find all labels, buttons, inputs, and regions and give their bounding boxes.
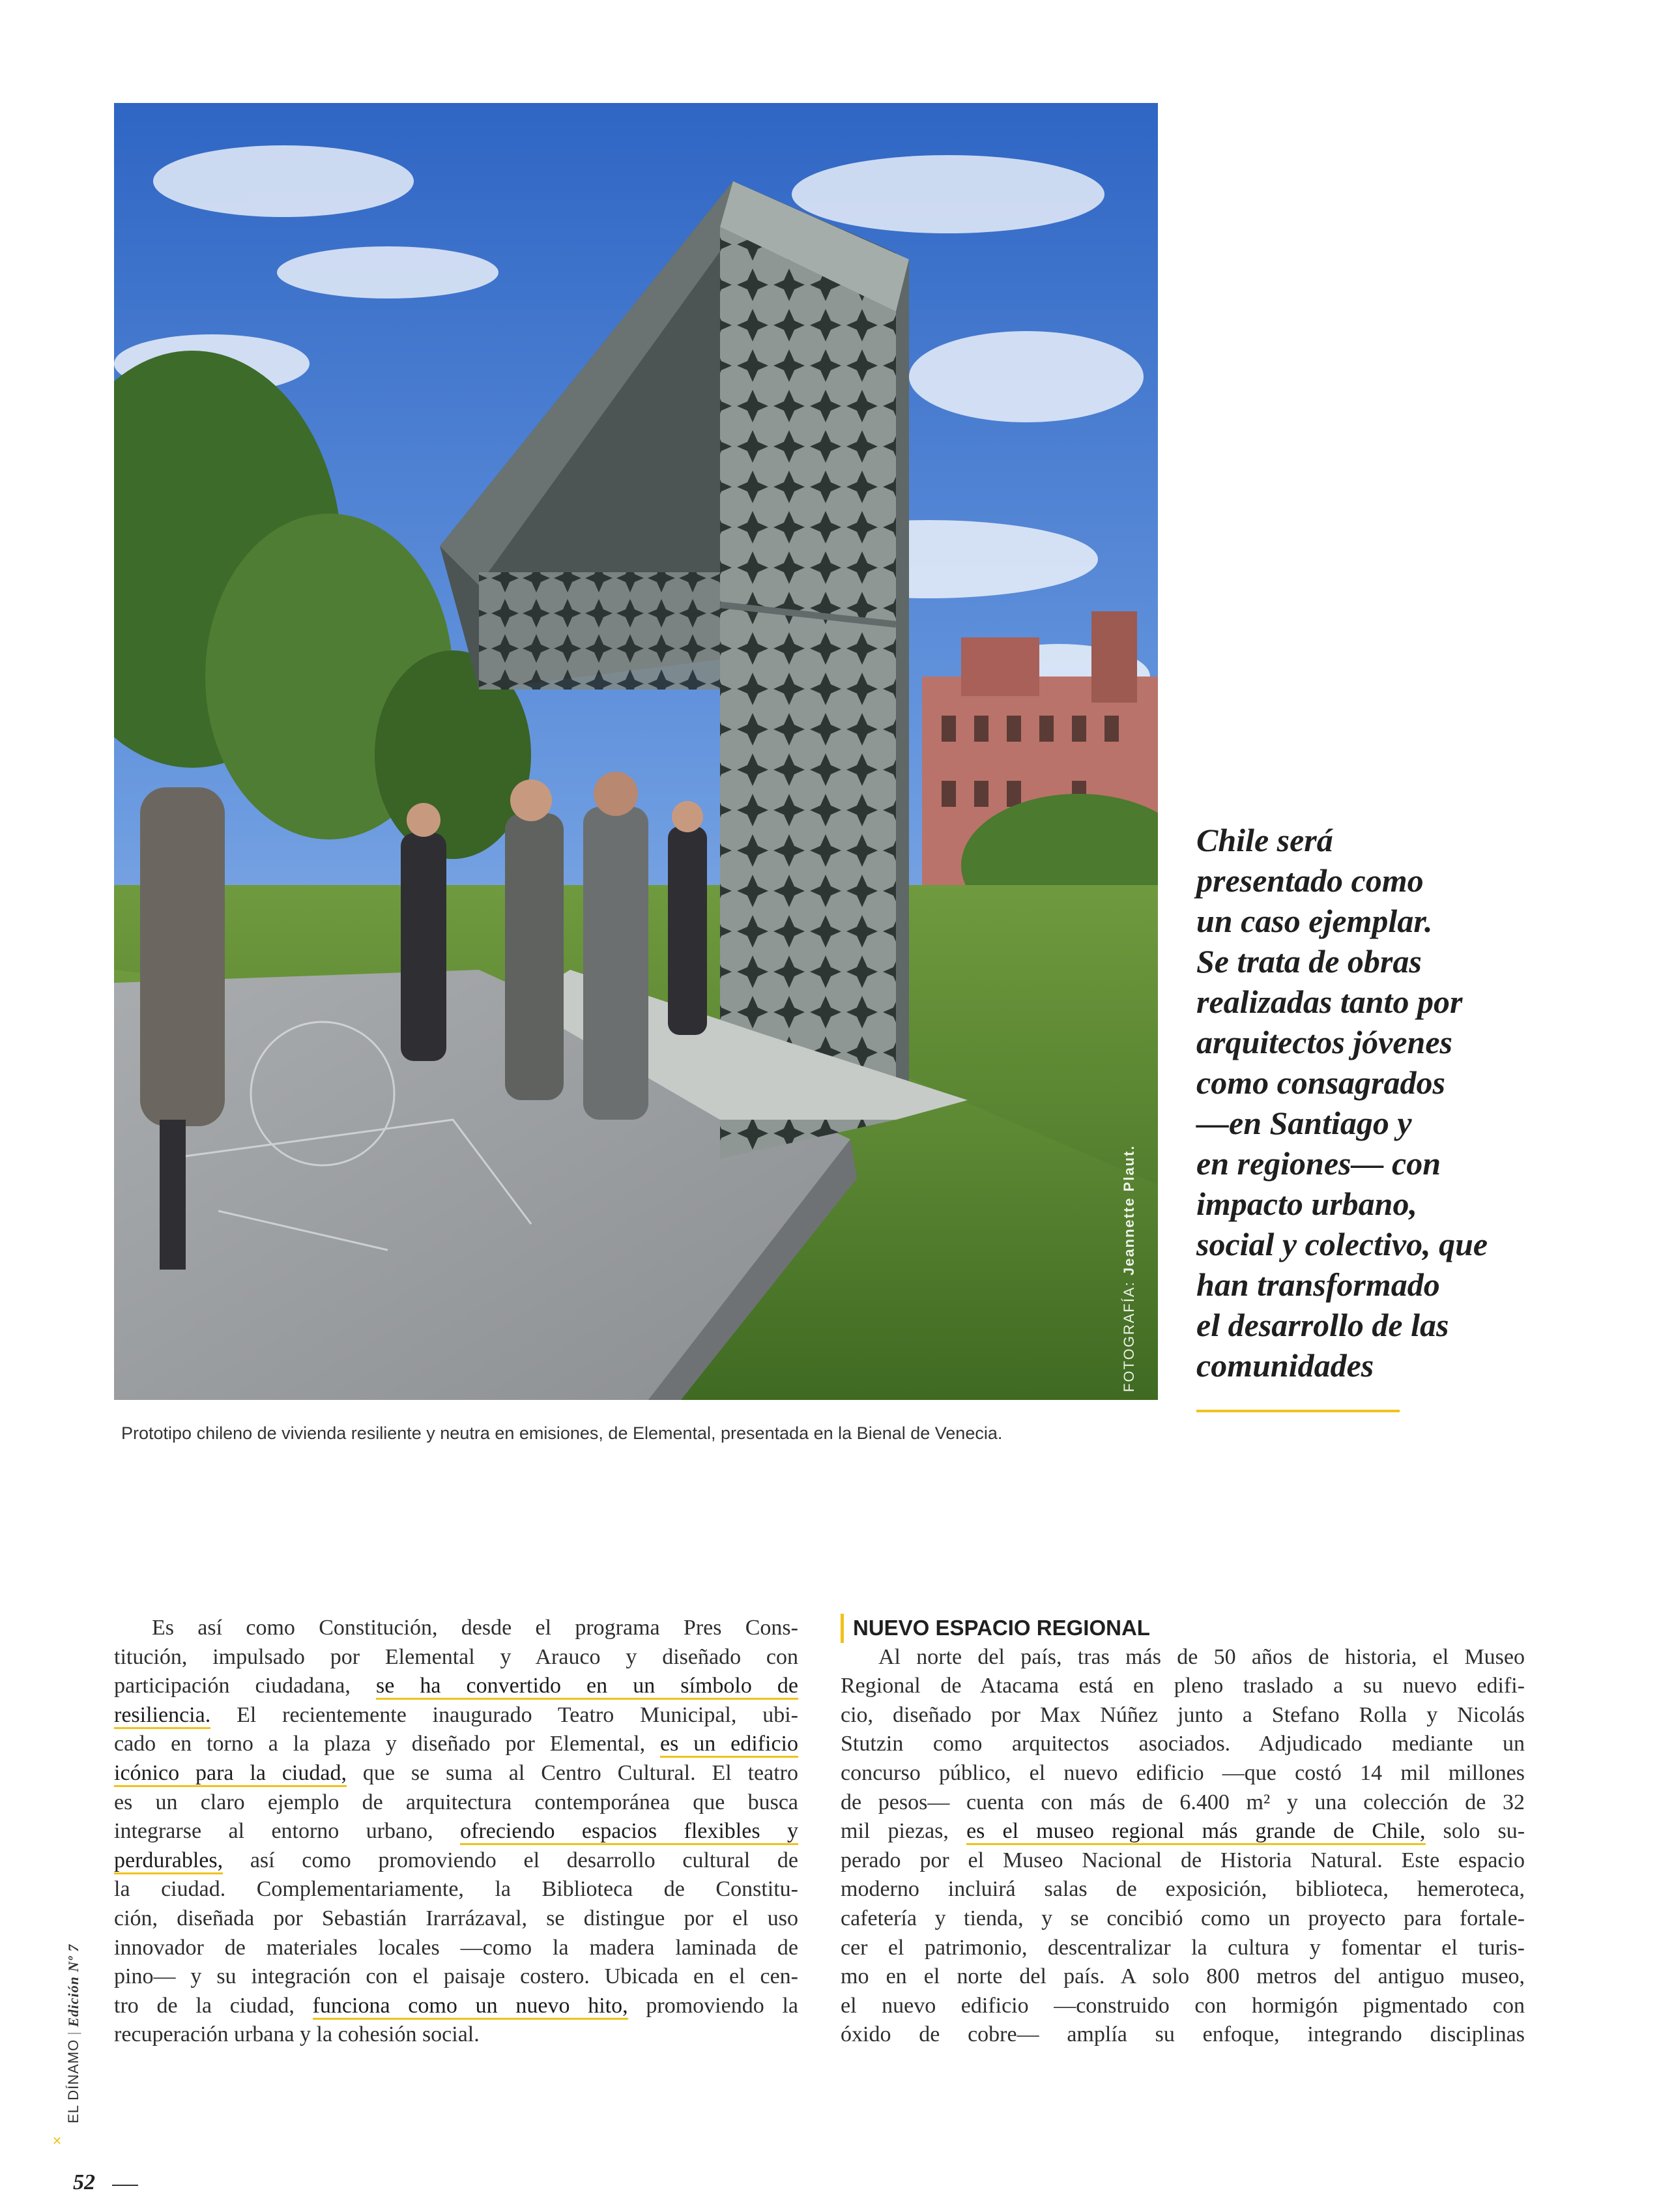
body-line: resiliencia. El recientemente inaugurado Teatro Municipal, ubi- <box>114 1701 798 1730</box>
photo-caption: Prototipo chileno de vivienda resiliente y neutra en emisiones, de Elemental, presentada en la Bienal de Venecia. <box>121 1423 1003 1443</box>
body-line: cado en torno a la plaza y diseñado por Elemental, es un edificio <box>114 1730 798 1759</box>
pull-quote <box>1196 820 1535 1386</box>
magazine-folio <box>65 1944 82 2123</box>
body-line: Regional de Atacama está en pleno traslado a su nuevo edifi- <box>841 1674 1525 1698</box>
page-number: 52 <box>73 2170 95 2194</box>
body-line: titución, impulsado por Elemental y Arauco y diseñado con <box>114 1644 798 1669</box>
pull-quote-line: impacto urbano, <box>1196 1186 1417 1222</box>
body-line: innovador de materiales locales —como la madera laminada de <box>114 1935 798 1960</box>
folio-separator: | <box>65 2031 81 2035</box>
pull-quote-line: han transformado <box>1196 1266 1440 1303</box>
highlighted-phrase: funciona como un nuevo hito, <box>313 1994 628 2020</box>
body-line: tro de la ciudad, funciona como un nuevo hito, promoviendo la <box>114 1992 798 2021</box>
pull-quote-line: un caso ejemplar. <box>1196 903 1433 939</box>
photo-credit: FOTOGRAFÍA: Jeannette Plaut. <box>1121 1144 1137 1392</box>
pull-quote-line: en regiones— con <box>1196 1145 1441 1182</box>
pull-quote-line: como consagrados <box>1196 1064 1445 1101</box>
body-line: perdurables, así como promoviendo el desarrollo cultural de <box>114 1846 798 1876</box>
body-line: moderno incluirá salas de exposición, biblioteca, hemeroteca, <box>841 1877 1525 1902</box>
pull-quote-line: Chile será <box>1196 822 1333 858</box>
edition-label: Edición Nº 7 <box>65 1943 81 2028</box>
page-number-dash <box>112 2185 138 2186</box>
body-line: el nuevo edificio —construido con hormigón pigmentado con <box>841 1993 1525 2018</box>
body-line: cer el patrimonio, descentralizar la cultura y fomentar el turis- <box>841 1935 1525 1960</box>
body-line: Es así como Constitución, desde el programa Pres Cons- <box>152 1616 798 1640</box>
pull-quote-underline <box>1196 1410 1400 1412</box>
left-text-column <box>114 1614 798 2050</box>
right-text-column <box>841 1614 1525 2050</box>
body-line: la ciudad. Complementariamente, la Biblioteca de Constitu- <box>114 1877 798 1902</box>
pull-quote-line: el desarrollo de las <box>1196 1307 1449 1343</box>
body-line: cafetería y tienda, y se concibió como un proyecto para fortale- <box>841 1906 1525 1930</box>
pull-quote-line: Se trata de obras <box>1196 943 1422 980</box>
body-line: mo en el norte del país. A solo 800 metros del antiguo museo, <box>841 1964 1525 1989</box>
section-subheading: NUEVO ESPACIO REGIONAL <box>841 1614 1525 1643</box>
magazine-name: EL DÍNAMO <box>65 2039 81 2123</box>
highlighted-phrase: resiliencia. <box>114 1703 210 1729</box>
body-line: recuperación urbana y la cohesión social. <box>114 2022 480 2047</box>
body-line: cio, diseñado por Max Núñez junto a Stefano Rolla y Nicolás <box>841 1702 1525 1727</box>
body-line: de pesos— cuenta con más de 6.400 m² y una colección de 32 <box>841 1790 1525 1814</box>
highlighted-phrase: es un edificio <box>660 1732 798 1758</box>
highlighted-phrase: se ha convertido en un símbolo de <box>376 1674 798 1700</box>
pull-quote-line: comunidades <box>1196 1347 1374 1384</box>
highlighted-phrase: perdurables, <box>114 1848 223 1874</box>
highlighted-phrase: ofreciendo espacios flexibles y <box>460 1819 798 1845</box>
accent-dot-icon: ✕ <box>52 2134 63 2148</box>
pull-quote-line: social y colectivo, que <box>1196 1226 1488 1262</box>
body-line: Al norte del país, tras más de 50 años de historia, el Museo <box>878 1644 1525 1669</box>
pull-quote-line: realizadas tanto por <box>1196 983 1463 1020</box>
body-line: ción, diseñada por Sebastián Irarrázaval, se distingue por el uso <box>114 1906 798 1930</box>
pull-quote-line: arquitectos jóvenes <box>1196 1024 1453 1060</box>
pull-quote-line: —en Santiago y <box>1196 1105 1412 1141</box>
body-line: icónico para la ciudad, que se suma al Centro Cultural. El teatro <box>114 1759 798 1788</box>
pull-quote-line: presentado como <box>1196 862 1424 899</box>
article-photo <box>114 103 1158 1400</box>
body-line: Stutzin como arquitectos asociados. Adjudicado mediante un <box>841 1732 1525 1756</box>
body-line: integrarse al entorno urbano, ofreciendo espacios flexibles y <box>114 1817 798 1846</box>
body-line: participación ciudadana, se ha convertido en un símbolo de <box>114 1672 798 1701</box>
body-line: es un claro ejemplo de arquitectura contemporánea que busca <box>114 1790 798 1814</box>
body-line: perado por el Museo Nacional de Historia Natural. Este espacio <box>841 1848 1525 1872</box>
body-line: mil piezas, es el museo regional más grande de Chile, solo su- <box>841 1817 1525 1846</box>
body-line: concurso público, el nuevo edificio —que costó 14 mil millones <box>841 1760 1525 1785</box>
body-line: óxido de cobre— amplía su enfoque, integrando disciplinas <box>841 2022 1525 2047</box>
body-line: pino— y su integración con el paisaje costero. Ubicada en el cen- <box>114 1964 798 1989</box>
highlighted-phrase: icónico para la ciudad, <box>114 1761 347 1787</box>
highlighted-phrase: es el museo regional más grande de Chile, <box>966 1819 1425 1845</box>
